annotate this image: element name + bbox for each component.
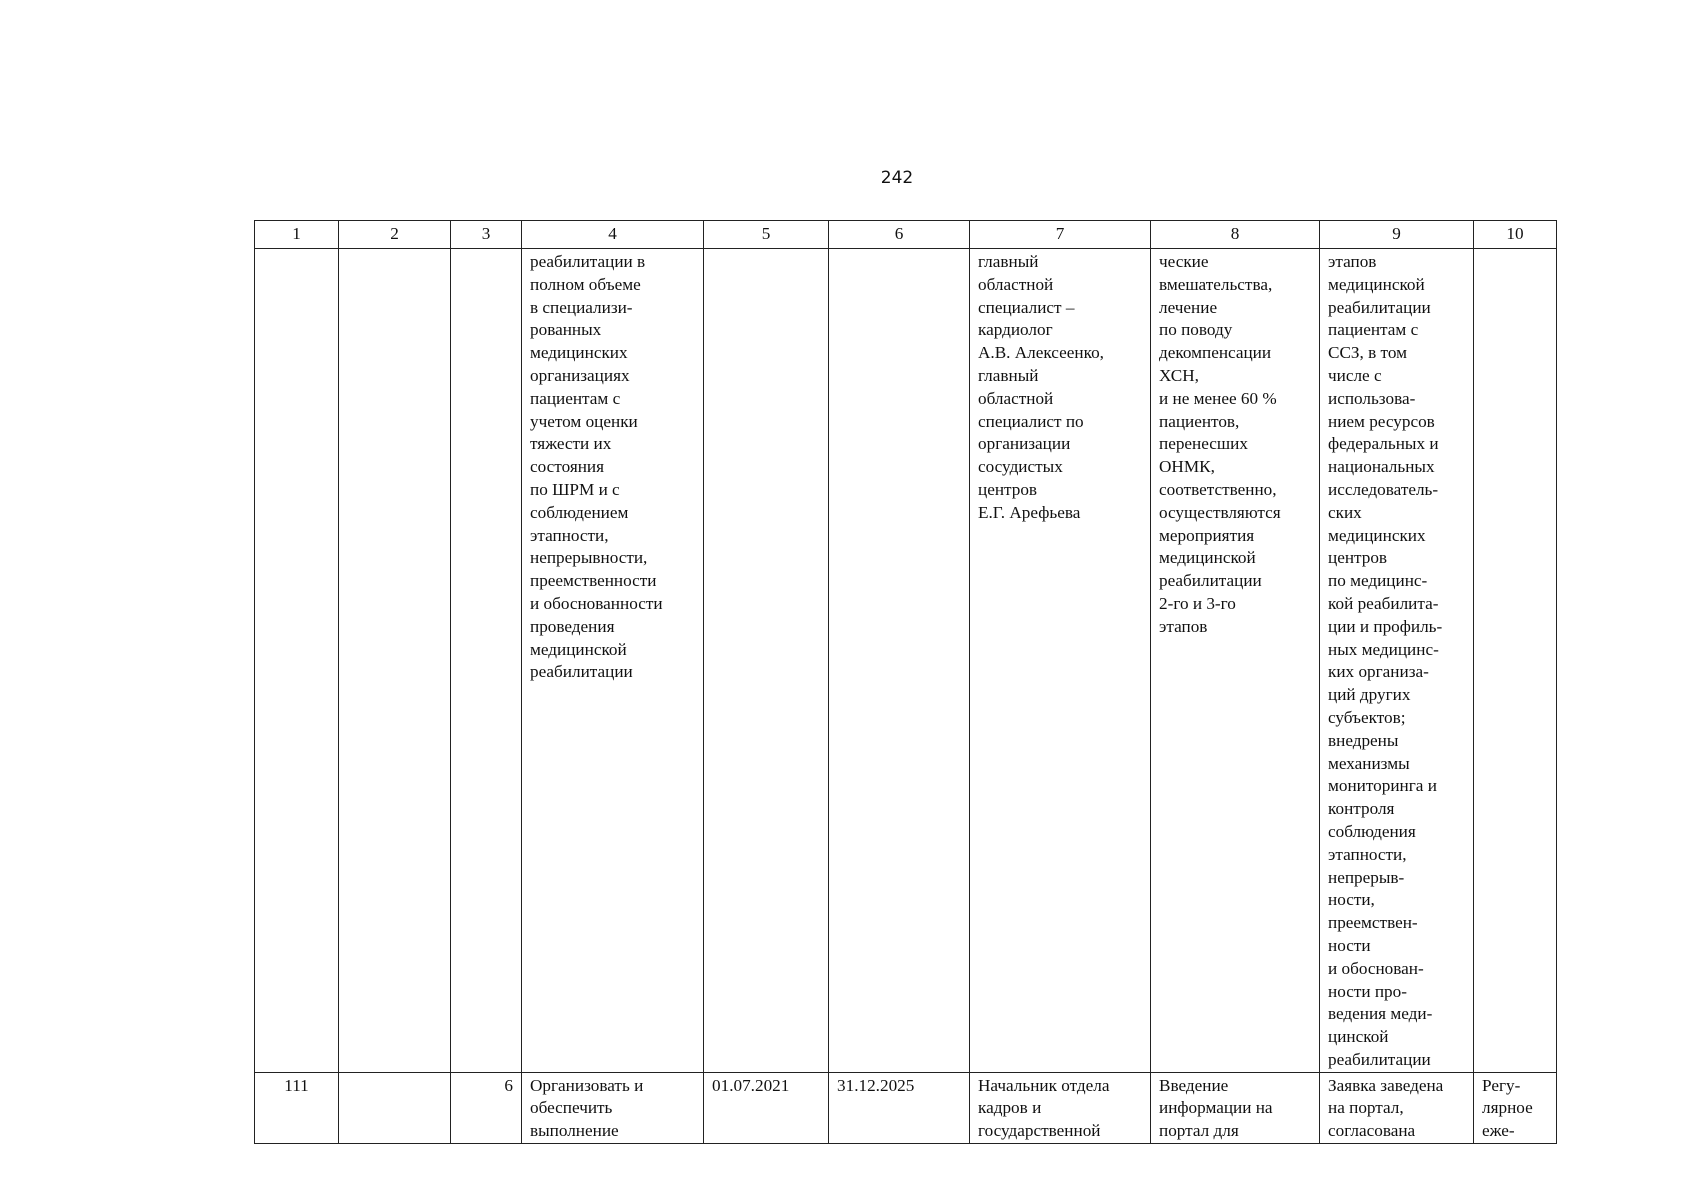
text-line: полном объеме bbox=[530, 274, 641, 294]
text-line: по ШРМ и с bbox=[530, 479, 620, 499]
text-line: реабилитации bbox=[1159, 571, 1262, 591]
text-line: субъектов; bbox=[1328, 707, 1406, 727]
cell-responsible-text bbox=[970, 249, 1151, 1073]
text-line: ких организа- bbox=[1328, 662, 1429, 682]
text-line: государственной bbox=[978, 1121, 1101, 1141]
cell-col5 bbox=[704, 249, 829, 1073]
text-line: медицинской bbox=[1159, 548, 1256, 568]
text-line: медицинских bbox=[1328, 525, 1426, 545]
text-line: Е.Г. Арефьева bbox=[978, 502, 1081, 522]
text-line: национальных bbox=[1328, 457, 1435, 477]
text-line: тяжести их bbox=[530, 434, 612, 454]
text-line: мониторинга и bbox=[1328, 776, 1437, 796]
text-line: медицинских bbox=[530, 343, 628, 363]
text-line: этапности, bbox=[1328, 844, 1407, 864]
cell-activity-text bbox=[522, 249, 704, 1073]
text-line: механизмы bbox=[1328, 753, 1410, 773]
text-line: и не менее 60 % bbox=[1159, 388, 1277, 408]
text-line: использова- bbox=[1328, 388, 1416, 408]
text-line: нием ресурсов bbox=[1328, 411, 1435, 431]
text-line: соблюдением bbox=[530, 502, 629, 522]
table-row-111 bbox=[255, 1072, 1557, 1143]
text-line: пациентов, bbox=[1159, 411, 1240, 431]
text-line: перенесших bbox=[1159, 434, 1248, 454]
text-line: ССЗ, в том bbox=[1328, 343, 1407, 363]
column-number-7: 7 bbox=[970, 221, 1151, 249]
text-line: соответственно, bbox=[1159, 479, 1277, 499]
text-line: специалист – bbox=[978, 297, 1075, 317]
text-line: внедрены bbox=[1328, 730, 1399, 750]
text-line: цинской bbox=[1328, 1027, 1389, 1047]
cell-result-text bbox=[1320, 1072, 1474, 1143]
column-number-10: 10 bbox=[1474, 221, 1557, 249]
text-line: соблюдения bbox=[1328, 821, 1416, 841]
text-line: преемствен- bbox=[1328, 913, 1418, 933]
text-line: областной bbox=[978, 388, 1054, 408]
continuation-row bbox=[255, 249, 1557, 1073]
text-line: медицинской bbox=[530, 639, 627, 659]
text-line: ХСН, bbox=[1159, 365, 1199, 385]
text-line: ческие bbox=[1159, 252, 1209, 271]
text-line: организациях bbox=[530, 365, 630, 385]
cell-col6 bbox=[829, 249, 970, 1073]
column-number-1: 1 bbox=[255, 221, 339, 249]
text-line: главный bbox=[978, 252, 1039, 271]
text-line: по поводу bbox=[1159, 320, 1233, 340]
end-date: 31.12.2025 bbox=[829, 1072, 970, 1143]
text-line: этапов bbox=[1159, 616, 1208, 636]
text-line: центров bbox=[978, 479, 1038, 499]
cell-indicator-text bbox=[1151, 1072, 1320, 1143]
text-line: организации bbox=[978, 434, 1071, 454]
text-line: рованных bbox=[530, 320, 602, 340]
column-number-4: 4 bbox=[522, 221, 704, 249]
text-line: мероприятия bbox=[1159, 525, 1255, 545]
text-line: ности про- bbox=[1328, 981, 1407, 1001]
text-line: ций других bbox=[1328, 685, 1411, 705]
text-line: пациентам с bbox=[1328, 320, 1419, 340]
text-line: федеральных и bbox=[1328, 434, 1439, 454]
cell-indicator-text bbox=[1151, 249, 1320, 1073]
text-line: ции и профиль- bbox=[1328, 616, 1443, 636]
text-line: ных медицинс- bbox=[1328, 639, 1439, 659]
cell-col2 bbox=[339, 249, 451, 1073]
text-line: исследователь- bbox=[1328, 479, 1439, 499]
text-line: и обоснован- bbox=[1328, 958, 1424, 978]
cell-col1 bbox=[255, 249, 339, 1073]
start-date: 01.07.2021 bbox=[704, 1072, 829, 1143]
text-line: центров bbox=[1328, 548, 1388, 568]
text-line: ности bbox=[1328, 935, 1371, 955]
text-line: вмешательства, bbox=[1159, 274, 1273, 294]
text-line: и обоснованности bbox=[530, 593, 663, 613]
text-line: Заявка заведена bbox=[1328, 1075, 1444, 1095]
text-line: непрерыв- bbox=[1328, 867, 1405, 887]
text-line: этапов bbox=[1328, 252, 1377, 271]
text-line: лечение bbox=[1159, 297, 1218, 317]
text-line: кадров и bbox=[978, 1098, 1042, 1118]
text-line: преемственности bbox=[530, 571, 657, 591]
column-number-8: 8 bbox=[1151, 221, 1320, 249]
column-number-5: 5 bbox=[704, 221, 829, 249]
column-number-3: 3 bbox=[451, 221, 522, 249]
text-line: А.В. Алексеенко, bbox=[978, 343, 1104, 363]
text-line: Введение bbox=[1159, 1075, 1229, 1095]
cell-responsible-text bbox=[970, 1072, 1151, 1143]
text-line: по медицинс- bbox=[1328, 571, 1428, 591]
text-line: главный bbox=[978, 365, 1039, 385]
text-line: декомпенсации bbox=[1159, 343, 1272, 363]
text-line: Регу- bbox=[1482, 1075, 1521, 1095]
text-line: в специализи- bbox=[530, 297, 633, 317]
text-line: ведения меди- bbox=[1328, 1004, 1433, 1024]
cell-result-text bbox=[1320, 249, 1474, 1073]
text-line: областной bbox=[978, 274, 1054, 294]
page-number: 242 bbox=[880, 168, 914, 188]
cell-periodicity-text bbox=[1474, 1072, 1557, 1143]
text-line: ОНМК, bbox=[1159, 457, 1215, 477]
text-line: пациентам с bbox=[530, 388, 621, 408]
text-line: реабилитации в bbox=[530, 252, 646, 271]
text-line: учетом оценки bbox=[530, 411, 638, 431]
text-line: выполнение bbox=[530, 1121, 619, 1141]
text-line: портал для bbox=[1159, 1121, 1239, 1141]
cell-col2 bbox=[339, 1072, 451, 1143]
text-line: на портал, bbox=[1328, 1098, 1404, 1118]
text-line: этапности, bbox=[530, 525, 609, 545]
text-line: 2-го и 3-го bbox=[1159, 593, 1236, 613]
text-line: реабилитации bbox=[530, 662, 633, 682]
text-line: согласована bbox=[1328, 1121, 1416, 1141]
text-line: реабилитации bbox=[1328, 297, 1431, 317]
row-number: 111 bbox=[255, 1072, 339, 1143]
text-line: реабилитации bbox=[1328, 1049, 1431, 1069]
text-line: проведения bbox=[530, 616, 615, 636]
text-line: кардиолог bbox=[978, 320, 1053, 340]
text-line: осуществляются bbox=[1159, 502, 1281, 522]
cell-col3 bbox=[451, 249, 522, 1073]
text-line: информации на bbox=[1159, 1098, 1273, 1118]
column-number-9: 9 bbox=[1320, 221, 1474, 249]
text-line: лярное bbox=[1482, 1098, 1533, 1118]
text-line: ности, bbox=[1328, 890, 1375, 910]
text-line: состояния bbox=[530, 457, 605, 477]
text-line: еже- bbox=[1482, 1121, 1515, 1141]
task-number: 6 bbox=[451, 1072, 522, 1143]
text-line: Начальник отдела bbox=[978, 1075, 1110, 1095]
column-number-6: 6 bbox=[829, 221, 970, 249]
cell-col10 bbox=[1474, 249, 1557, 1073]
text-line: кой реабилита- bbox=[1328, 593, 1439, 613]
column-number-2: 2 bbox=[339, 221, 451, 249]
cell-activity-text bbox=[522, 1072, 704, 1143]
text-line: непрерывности, bbox=[530, 548, 648, 568]
text-line: обеспечить bbox=[530, 1098, 613, 1118]
text-line: ских bbox=[1328, 502, 1362, 522]
text-line: специалист по bbox=[978, 411, 1084, 431]
text-line: контроля bbox=[1328, 799, 1395, 819]
text-line: медицинской bbox=[1328, 274, 1425, 294]
plan-table bbox=[254, 220, 1557, 1144]
text-line: числе с bbox=[1328, 365, 1382, 385]
column-number-row bbox=[255, 221, 1557, 249]
text-line: сосудистых bbox=[978, 457, 1063, 477]
text-line: Организовать и bbox=[530, 1075, 644, 1095]
